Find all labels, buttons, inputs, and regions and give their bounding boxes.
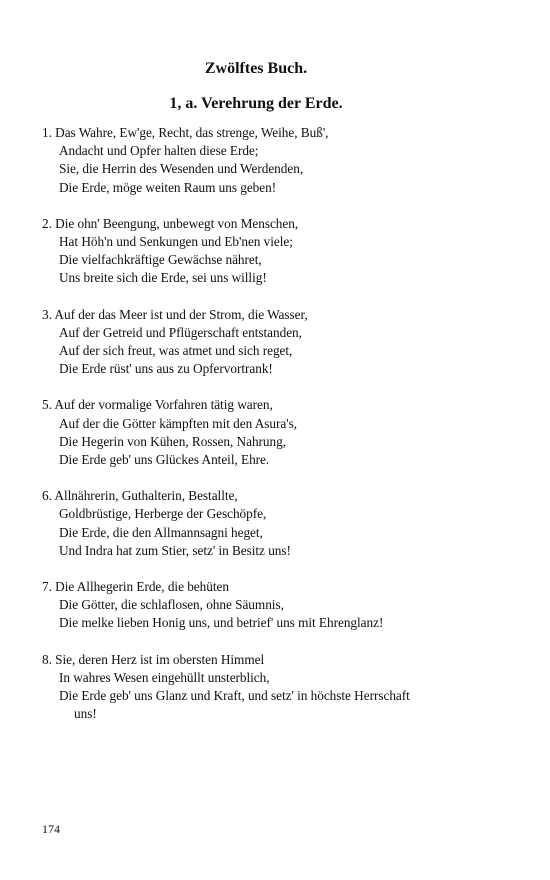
verse-line: Die vielfachkräftige Gewächse nähret, [59, 252, 262, 268]
verse-line-continuation: uns! [74, 706, 97, 722]
verse-line: Die Götter, die schlaflosen, ohne Säumnis, [59, 597, 284, 613]
stanza [42, 306, 512, 379]
verse-line: Die Erde geb' uns Glückes Anteil, Ehre. [59, 452, 270, 468]
verse-line: Die Hegerin von Kühen, Rossen, Nahrung, [59, 433, 287, 449]
verse-text: Auf der das Meer ist und der Strom, die Wasser, [54, 306, 308, 322]
verse-line [42, 306, 512, 324]
stanza-number: 6. [42, 488, 52, 504]
page-number: 174 [42, 822, 60, 836]
verse-text: Das Wahre, Ew'ge, Recht, das strenge, Weihe, Buß', [55, 125, 329, 140]
verse-line: Sie, die Herrin des Wesenden und Werdenden, [59, 161, 304, 177]
stanza [42, 215, 512, 288]
section-title: 1, a. Verehrung der Erde. [169, 95, 343, 112]
stanza [42, 578, 512, 633]
verse-line: Hat Höh'n und Senkungen und Eb'nen viele; [59, 234, 293, 250]
verse-line [42, 124, 512, 142]
verse-line: Goldbrüstige, Herberge der Geschöpfe, [59, 506, 267, 522]
stanza [42, 487, 512, 560]
verse-line: Die Erde geb' uns Glanz und Kraft, und setz' in höchste Herrschaft [59, 688, 410, 704]
poem-body [42, 124, 512, 741]
verse-line [42, 651, 512, 669]
stanza-number: 7. [42, 579, 52, 595]
verse-line: Auf der sich freut, was atmet und sich reget, [59, 343, 293, 359]
verse-text: Auf der vormalige Vorfahren tätig waren, [54, 397, 273, 413]
stanza-number: 1. [42, 125, 52, 140]
verse-text: Sie, deren Herz ist im obersten Himmel [55, 651, 265, 667]
verse-line: In wahres Wesen eingehüllt unsterblich, [59, 669, 270, 685]
verse-line: Und Indra hat zum Stier, setz' in Besitz uns! [59, 542, 291, 558]
verse-line: Uns breite sich die Erde, sei uns willig! [59, 270, 267, 286]
verse-line: Die Erde rüst' uns aus zu Opfervortrank! [59, 361, 273, 377]
verse-text: Die Allhegerin Erde, die behüten [55, 579, 229, 595]
stanza-number: 5. [42, 397, 52, 413]
verse-line [42, 215, 512, 233]
stanza [42, 651, 512, 724]
verse-line [42, 396, 512, 414]
verse-line: Die melke lieben Honig uns, und betrief' uns mit Ehrenglanz! [59, 615, 384, 631]
verse-line: Die Erde, die den Allmannsagni heget, [59, 524, 263, 540]
stanza-number: 2. [42, 215, 52, 231]
verse-text: Die ohn' Beengung, unbewegt von Menschen, [55, 215, 299, 231]
stanza [42, 396, 512, 469]
stanza-number: 8. [42, 651, 52, 667]
verse-line: Andacht und Opfer halten diese Erde; [59, 143, 259, 159]
verse-line: Auf der Getreid und Pflügerschaft entstanden, [59, 324, 302, 340]
stanza [42, 124, 512, 197]
verse-line: Die Erde, möge weiten Raum uns geben! [59, 179, 277, 195]
book-title: Zwölftes Buch. [204, 60, 308, 77]
verse-line [42, 578, 512, 596]
stanza-number: 3. [42, 306, 52, 322]
verse-line: Auf der die Götter kämpften mit den Asura's, [59, 415, 298, 431]
verse-text: Allnährerin, Guthalterin, Bestallte, [54, 488, 238, 504]
verse-line [42, 487, 512, 505]
